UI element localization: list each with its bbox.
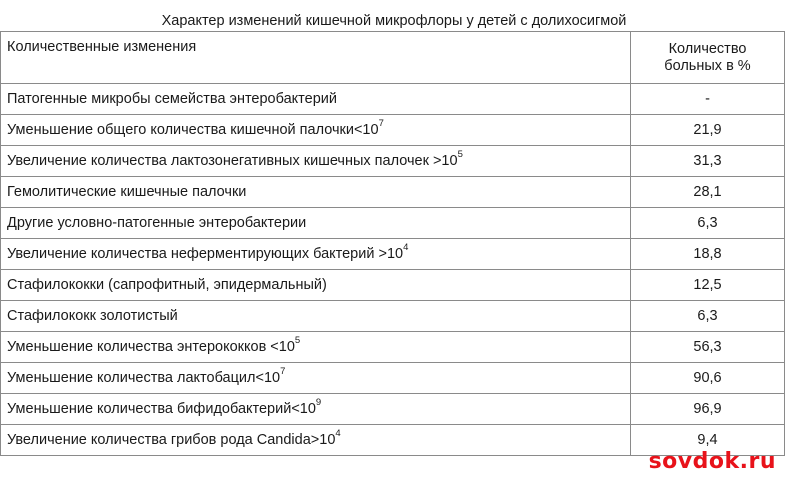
row-value: 96,9 — [631, 394, 785, 425]
row-label: Гемолитические кишечные палочки — [7, 184, 247, 200]
row-exponent: 5 — [457, 149, 463, 161]
table-row — [1, 84, 785, 115]
row-label: Увеличение количества неферментирующих бактерий >10 — [7, 246, 404, 262]
column-header-percent-line1: Количество — [668, 40, 747, 57]
row-label-cell — [1, 270, 631, 301]
row-label: Увеличение количества грибов рода Candida>10 — [7, 432, 336, 448]
table-row — [1, 115, 785, 146]
row-label-cell — [1, 208, 631, 239]
row-label-cell — [1, 84, 631, 115]
row-exponent: 7 — [280, 366, 286, 378]
table-row — [1, 394, 785, 425]
table-row — [1, 177, 785, 208]
row-label: Уменьшение количества бифидобактерий<10 — [7, 401, 316, 417]
row-exponent: 9 — [315, 397, 322, 409]
row-label: Стафилококки (сапрофитный, эпидермальный) — [7, 277, 327, 293]
table-header-row — [1, 32, 785, 84]
row-label: Увеличение количества лактозонегативных кишечных палочек >10 — [7, 153, 458, 169]
row-label: Другие условно-патогенные энтеробактерии — [7, 215, 307, 231]
watermark-logo: sovdok.ru — [648, 449, 776, 474]
row-label: Уменьшение общего количества кишечной палочки<10 — [7, 122, 379, 138]
row-value: 18,8 — [631, 239, 785, 270]
row-label-cell — [1, 332, 631, 363]
row-value: 6,3 — [631, 208, 785, 239]
row-label-cell — [1, 394, 631, 425]
row-exponent: 5 — [294, 335, 301, 347]
table-row — [1, 301, 785, 332]
row-value: 12,5 — [631, 270, 785, 301]
table-row — [1, 239, 785, 270]
table-row — [1, 363, 785, 394]
table-row — [1, 270, 785, 301]
row-value: 9,4 — [631, 425, 785, 456]
row-exponent: 4 — [403, 242, 409, 254]
row-label: Патогенные микробы семейства энтеробактерий — [7, 91, 337, 107]
row-value: 6,3 — [631, 301, 785, 332]
row-label: Уменьшение количества энтерококков <10 — [7, 339, 295, 355]
table-row — [1, 332, 785, 363]
row-value: 56,3 — [631, 332, 785, 363]
row-value: - — [631, 84, 785, 115]
row-label: Уменьшение количества лактобацил<10 — [7, 370, 281, 386]
table-row — [1, 208, 785, 239]
row-label-cell — [1, 239, 631, 270]
row-label: Стафилококк золотистый — [7, 308, 178, 324]
row-label-cell — [1, 301, 631, 332]
row-exponent: 7 — [378, 118, 384, 130]
column-header-percent-line2: больных в % — [664, 57, 751, 74]
row-label-cell — [1, 425, 631, 456]
row-value: 21,9 — [631, 115, 785, 146]
row-label-cell — [1, 177, 631, 208]
row-value: 31,3 — [631, 146, 785, 177]
table-row — [1, 146, 785, 177]
microflora-table — [0, 31, 785, 456]
row-exponent: 4 — [335, 428, 341, 440]
row-label-cell — [1, 363, 631, 394]
row-value: 28,1 — [631, 177, 785, 208]
table-body — [1, 84, 785, 456]
table-title: Характер изменений кишечной микрофлоры у детей с долихосигмой — [161, 13, 627, 29]
row-label-cell — [1, 115, 631, 146]
row-value: 90,6 — [631, 363, 785, 394]
row-label-cell — [1, 146, 631, 177]
column-header-change: Количественные изменения — [1, 32, 631, 84]
column-header-percent — [631, 32, 785, 84]
